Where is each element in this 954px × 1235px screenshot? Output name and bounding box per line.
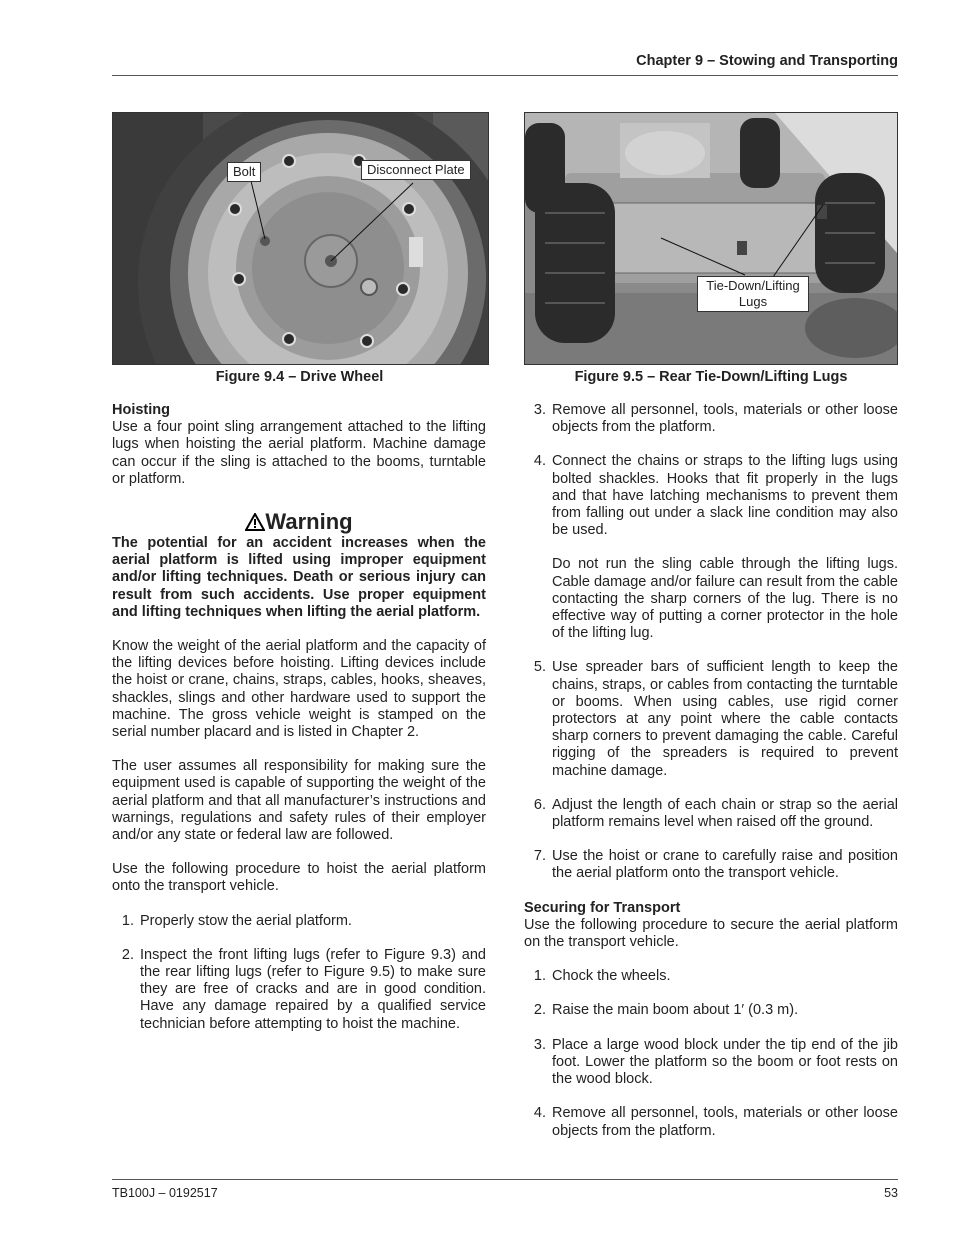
list-item: 7. Use the hoist or crane to carefully raise and position the aerial platform onto the transport vehicle. xyxy=(533,848,898,882)
footer-rule xyxy=(112,1179,898,1180)
list-item: 2. Raise the main boom about 1′ (0.3 m). xyxy=(533,1002,799,1019)
list-item: 2. Inspect the front lifting lugs (refer to Figure 9.3) and the rear lifting lugs (refer to Figure 9.5) to make sure they are free of cracks and are in good condition. Have any damage repaired by a qualified service technician before attempting to hoist the machine. xyxy=(121,946,486,1032)
rear-lugs-photo xyxy=(524,112,898,365)
lugs-callout-line2: Lugs xyxy=(738,294,768,309)
list-item: 3. Remove all personnel, tools, materials or other loose objects from the platform. xyxy=(533,402,898,436)
hoist-steps-left xyxy=(112,913,486,1033)
header-rule xyxy=(112,75,898,76)
procedure-intro: Use the following procedure to hoist the aerial platform onto the transport vehicle. xyxy=(112,861,486,895)
hoisting-body: Use a four point sling arrangement attached to the lifting lugs when hoisting the aerial platform. Machine damage can occur if the sling is attached to the booms, turntable or platform. xyxy=(112,419,486,487)
hoisting-heading: Hoisting xyxy=(112,402,170,418)
bolt-callout: Bolt xyxy=(227,162,261,182)
hoist-steps-right xyxy=(524,402,898,883)
list-item: 5. Use spreader bars of sufficient length to keep the chains, straps, or cables from contacting the turntable or booms. When using cables, use rigid corner protectors at any point where the cable contacts sharp corners to prevent damaging the cable. Careful rigging of the spreaders is required to prevent machine damage. xyxy=(533,659,898,779)
lugs-callout-line1: Tie-Down/Lifting xyxy=(706,278,800,293)
chapter-header: Chapter 9 – Stowing and Transporting xyxy=(636,53,898,69)
list-item: 1. Chock the wheels. xyxy=(533,968,671,985)
list-item: 1. Properly stow the aerial platform. xyxy=(121,912,352,929)
warning-heading xyxy=(112,509,486,535)
list-item: 3. Place a large wood block under the tip end of the jib foot. Lower the platform so the boom or foot rests on the wood block. xyxy=(533,1036,898,1088)
securing-body: Use the following procedure to secure the aerial platform on the transport vehicle. xyxy=(524,916,898,951)
figure-9-4-caption: Figure 9.4 – Drive Wheel xyxy=(215,369,384,385)
weight-paragraph: Know the weight of the aerial platform and the capacity of the lifting devices before hoisting. Lifting devices include the hoist or crane, chains, straps, cables, hooks, sheaves, shackles, slings and other hardware used to support the machine. The gross vehicle weight is stamped on the serial number placard and is listed in Chapter 2. xyxy=(112,638,486,741)
drive-wheel-photo xyxy=(112,112,489,365)
warning-body: The potential for an accident increases when the aerial platform is lifted using improper equipment and/or lifting techniques. Death or serious injury can result from such accidents. Use proper equipment and lifting techniques when lifting the aerial platform. xyxy=(112,535,486,620)
page-number: 53 xyxy=(884,1186,898,1200)
doc-id: TB100J – 0192517 xyxy=(112,1186,218,1200)
step4-note: Do not run the sling cable through the lifting lugs. Cable damage and/or failure can result from the cable contacting the sharp corners of the lug. There is no effective way of putting a corner protector in the hole of the lifting lug. xyxy=(552,556,898,642)
disconnect-plate-callout: Disconnect Plate xyxy=(361,160,471,180)
securing-steps xyxy=(524,968,898,1139)
responsibility-paragraph: The user assumes all responsibility for making sure the equipment used is capable of supporting the weight of the aerial platform and that all manufacturer’s instructions and warnings, regulations and safety rules of their employer and/or any state or federal law are followed. xyxy=(112,758,486,844)
warning-icon xyxy=(245,513,265,531)
left-column xyxy=(112,402,486,1033)
figure-9-5-caption: Figure 9.5 – Rear Tie-Down/Lifting Lugs xyxy=(574,369,848,385)
lugs-callout xyxy=(697,276,809,312)
list-item: 4. Remove all personnel, tools, materials or other loose objects from the platform. xyxy=(533,1105,898,1139)
list-item: 6. Adjust the length of each chain or strap so the aerial platform remains level when raised off the ground. xyxy=(533,796,898,831)
list-item: 4. Connect the chains or straps to the lifting lugs using bolted shackles. Hooks that fit properly in the lugs and that have latching mechanisms to prevent them from falling out under a slack line condition may also be used. Do not run the sling cable through the lifting lugs. Cable damage and/or failure can result from the cable contacting the sharp corners of the lug. There is no effective way of putting a corner protector in the hole of the lifting lug. xyxy=(533,453,898,642)
right-column xyxy=(524,402,898,1140)
warning-title: Warning xyxy=(265,509,353,535)
securing-heading: Securing for Transport xyxy=(524,899,681,916)
